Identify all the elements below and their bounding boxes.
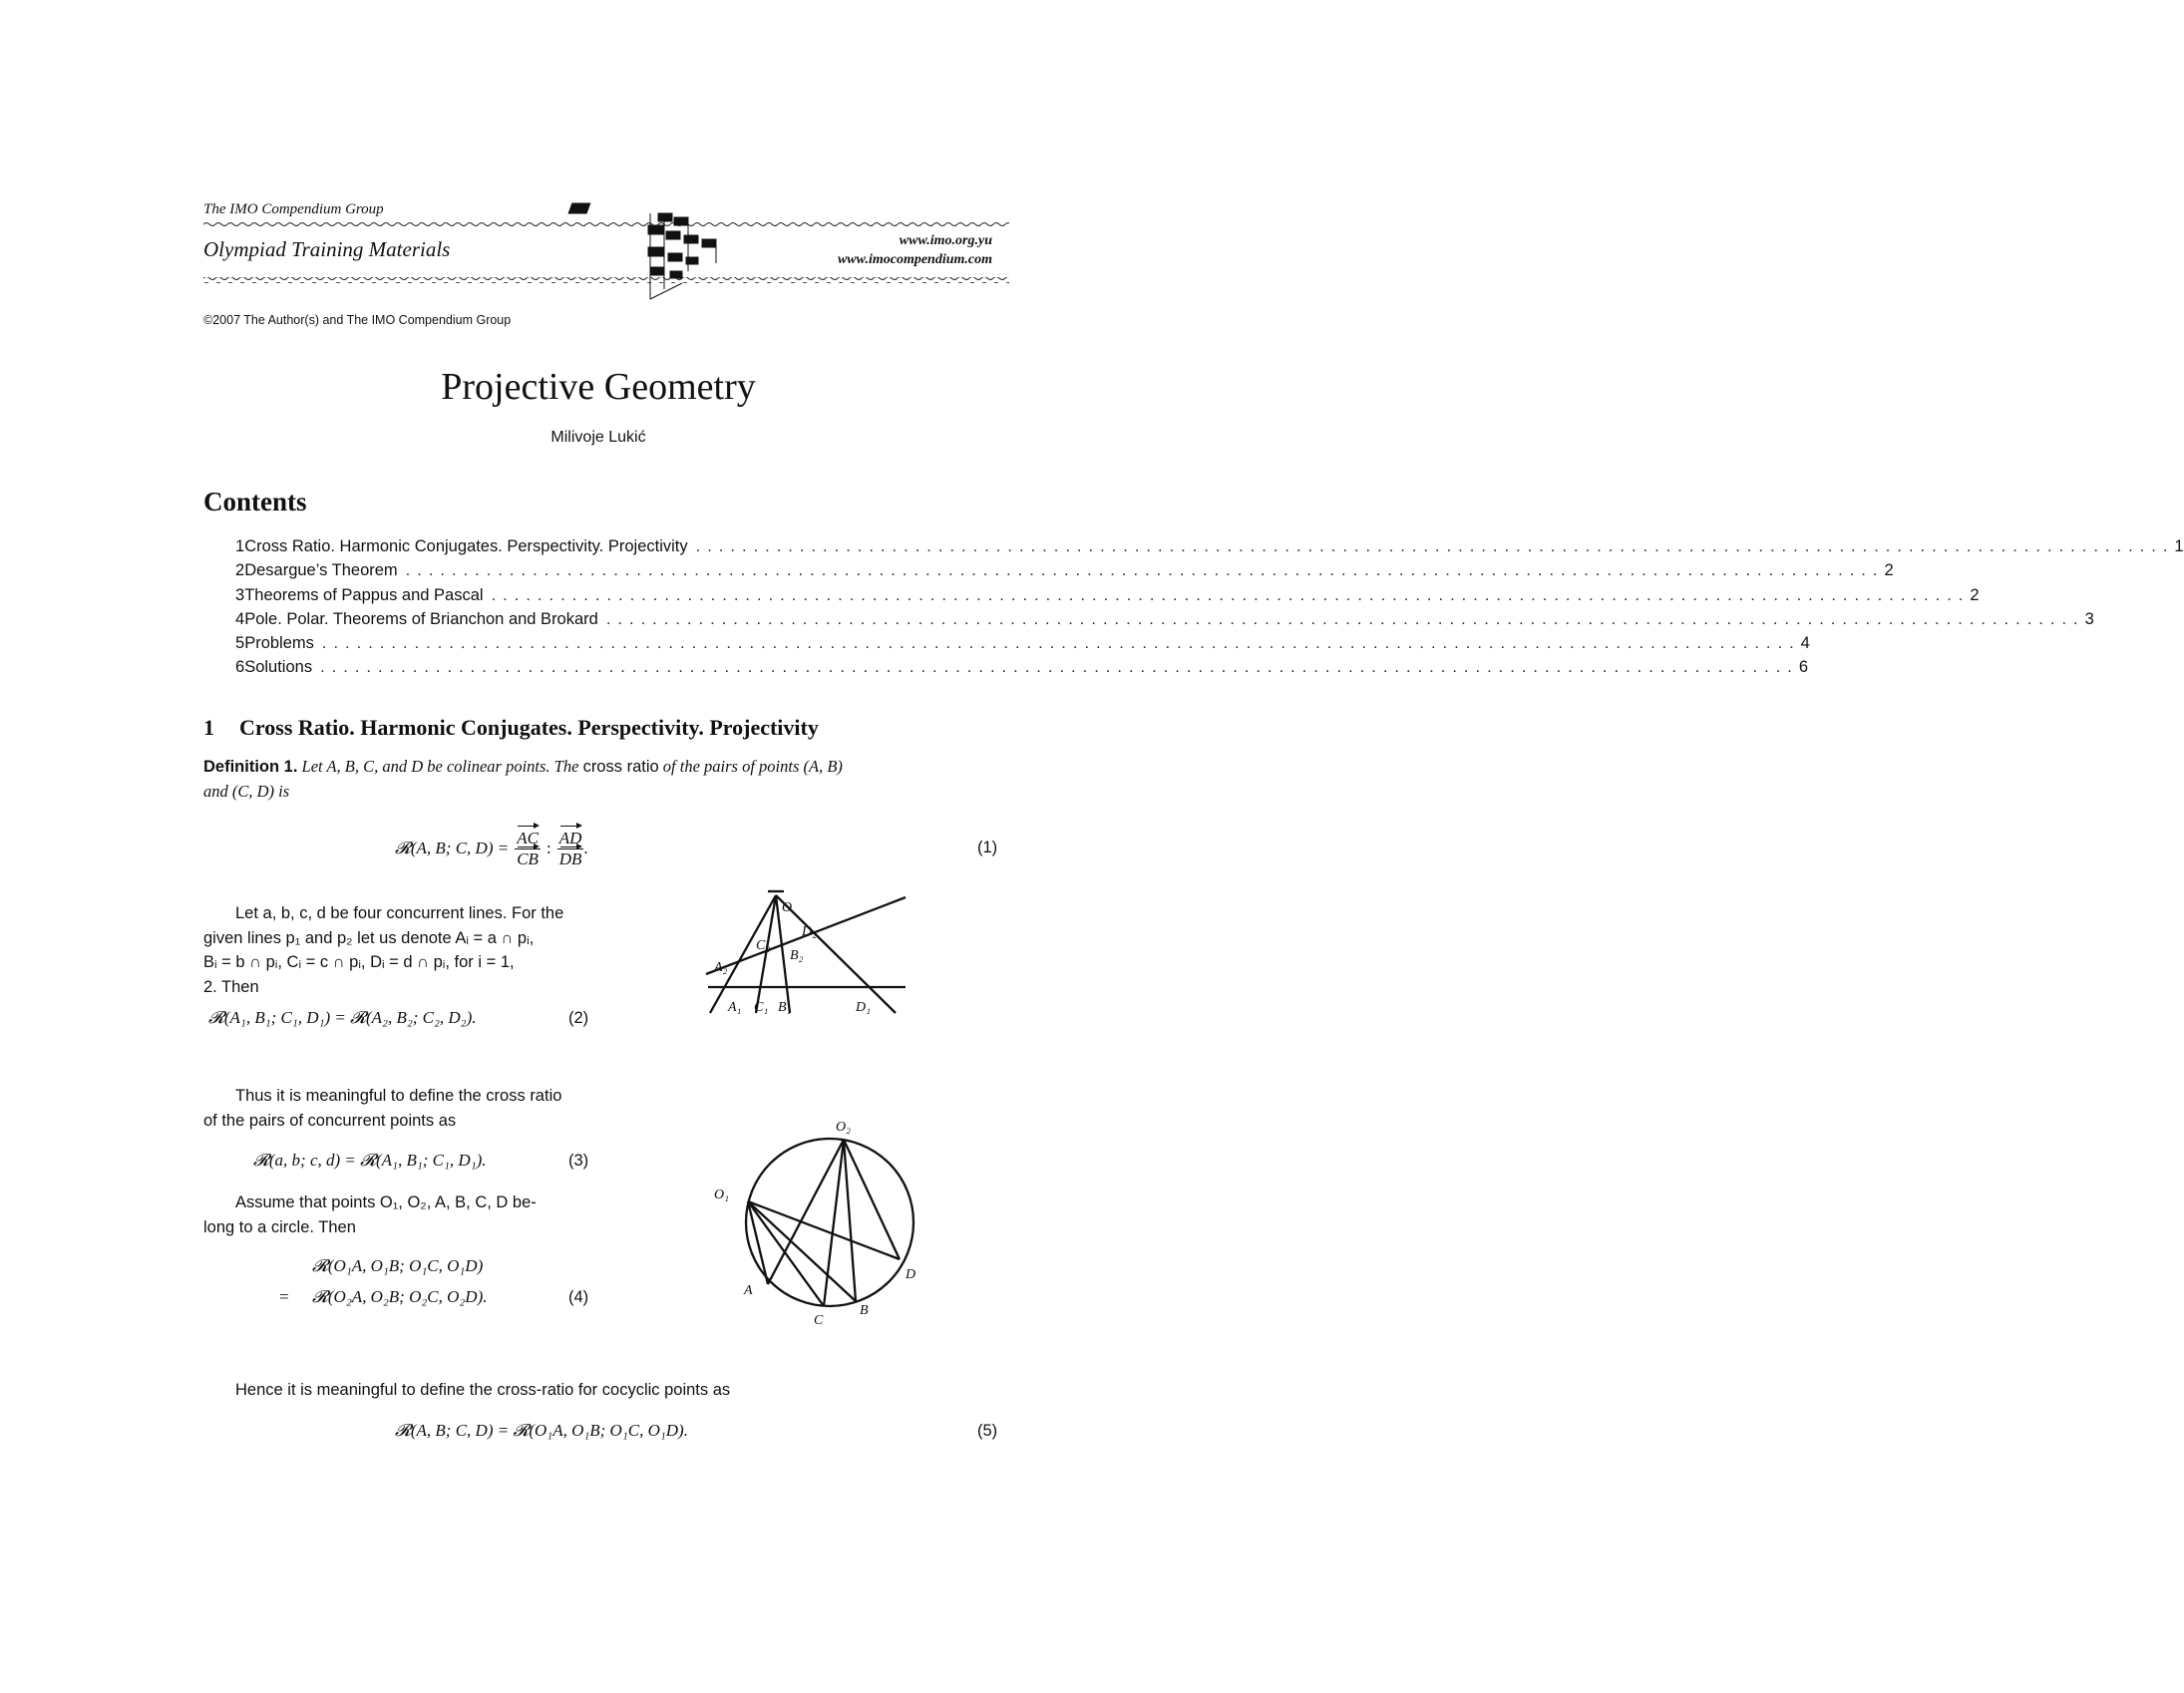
vector-cb: CB xyxy=(517,848,539,868)
figure-cocyclic xyxy=(698,1117,937,1336)
header-url-1: www.imo.org.yu xyxy=(899,233,992,248)
line-o1-b xyxy=(748,1201,856,1301)
text-line: 2. Then xyxy=(203,977,259,996)
line-o2-a xyxy=(768,1140,844,1284)
section-title: Cross Ratio. Harmonic Conjugates. Perspectivity. Projectivity xyxy=(239,715,819,740)
toc-page: 4 xyxy=(1800,634,1810,653)
label-b2: B₂ xyxy=(790,948,804,963)
toc-title: Cross Ratio. Harmonic Conjugates. Perspectivity. Projectivity xyxy=(244,537,688,555)
equation-number: (4) xyxy=(568,1288,589,1306)
label-b: B xyxy=(860,1303,869,1318)
equation-number: (5) xyxy=(977,1422,998,1440)
section-number: 1 xyxy=(203,715,214,740)
paper-title: Projective Geometry xyxy=(441,366,756,408)
paragraph-cross-ratio-cocyclic: Hence it is meaningful to define the cross-ratio for cocyclic points as xyxy=(235,1381,731,1399)
toc-page: 1 xyxy=(2174,537,2184,555)
section-heading xyxy=(203,715,819,741)
definition-line-2: and (C, D) is xyxy=(203,781,290,801)
wavy-rule-top xyxy=(203,220,1009,226)
toc-page: 6 xyxy=(1798,658,1809,677)
paragraph-cross-ratio-lines xyxy=(203,1084,594,1133)
text-line: Let a, b, c, d be four concurrent lines. For the xyxy=(235,904,564,922)
label-a1: A₁ xyxy=(728,1000,742,1015)
definition-term: cross ratio xyxy=(582,758,659,776)
vector-db: DB xyxy=(558,848,582,868)
toc-page: 2 xyxy=(1970,585,1980,604)
equation-4-line-2: 𝓡(O₂A, O₂B; O₂C, O₂D). xyxy=(312,1287,488,1306)
header-url-2: www.imocompendium.com xyxy=(837,252,992,267)
toc-title: Pole. Polar. Theorems of Brianchon and Brokard xyxy=(244,609,598,628)
text-line: given lines p₁ and p₂ let us denote Aᵢ = a ∩ pᵢ, xyxy=(203,928,535,947)
line-o1-c xyxy=(748,1201,824,1306)
toc-number: 3 xyxy=(235,585,245,604)
label-o2: O₂ xyxy=(836,1120,851,1135)
toc-title: Problems xyxy=(244,634,314,653)
toc-number: 6 xyxy=(235,658,245,677)
toc-number: 2 xyxy=(235,561,245,580)
label-d2: D₂ xyxy=(802,924,817,939)
table-of-contents xyxy=(203,537,2184,683)
equation-number: (1) xyxy=(977,839,998,856)
toc-page: 2 xyxy=(1884,561,1894,580)
vector-ad: AD xyxy=(558,828,582,847)
paper-author: Milivoje Lukić xyxy=(550,429,646,446)
paragraph-concurrent-lines xyxy=(203,901,594,999)
toc-entry[interactable] xyxy=(203,609,2094,634)
toc-title: Theorems of Pappus and Pascal xyxy=(244,585,484,604)
toc-entry[interactable] xyxy=(203,561,1894,585)
text-line: Assume that points O₁, O₂, A, B, C, D be- xyxy=(235,1193,537,1211)
definition-text-a: Let A, B, C, and D be colinear points. The xyxy=(301,757,583,776)
toc-entry[interactable] xyxy=(203,537,2184,561)
toc-leader: ................................................................................................................................ xyxy=(321,634,1801,653)
toc-title: Desargue’s Theorem xyxy=(244,561,398,580)
toc-number: 5 xyxy=(235,634,245,653)
toc-leader: ................................................................................................................................ xyxy=(491,585,1971,604)
toc-title: Solutions xyxy=(244,658,313,677)
label-c2: C₂ xyxy=(756,938,771,953)
imo-logo-icon xyxy=(568,203,716,299)
text-line: Bᵢ = b ∩ pᵢ, Cᵢ = c ∩ pᵢ, Dᵢ = d ∩ pᵢ, for i = 1, xyxy=(203,953,515,971)
equation-1-fraction-2 xyxy=(557,829,584,869)
label-o1: O₁ xyxy=(714,1187,729,1202)
toc-number: 4 xyxy=(235,609,245,628)
text-line: of the pairs of concurrent points as xyxy=(203,1111,457,1130)
toc-page: 3 xyxy=(2084,609,2094,628)
definition-label: Definition 1. xyxy=(203,758,298,776)
equation-4-equals: = xyxy=(279,1287,289,1306)
header-series-title: Olympiad Training Materials xyxy=(203,237,451,261)
label-c1: C₁ xyxy=(754,1000,769,1015)
equation-1-lhs: 𝓡(A, B; C, D) = xyxy=(395,839,510,857)
toc-entry[interactable] xyxy=(203,658,1809,682)
toc-entry[interactable] xyxy=(203,634,1810,658)
label-a: A xyxy=(744,1283,753,1298)
label-o: O xyxy=(782,900,793,915)
toc-number: 1 xyxy=(235,537,245,555)
equation-1: 𝓡(A, B; C, D) = $\frac{AC}{CB}$ : $\frac{AD}{DB}$ . xyxy=(395,828,588,868)
copyright-notice: ©2007 The Author(s) and The IMO Compendium Group xyxy=(203,313,512,327)
equation-3: 𝓡(a, b; c, d) = 𝓡(A₁, B₁; C₁, D₁). xyxy=(253,1151,487,1170)
figure-perspectivity xyxy=(698,887,927,1017)
equation-5: 𝓡(A, B; C, D) = 𝓡(O₁A, O₁B; O₁C, O₁D). xyxy=(395,1421,688,1440)
definition-1 xyxy=(203,755,1009,804)
toc-leader: ................................................................................................................................ xyxy=(605,609,2085,628)
equation-4-line-1: 𝓡(O₁A, O₁B; O₁C, O₁D) xyxy=(312,1256,484,1275)
equation-1-fraction-1 xyxy=(515,829,541,869)
label-d1: D₁ xyxy=(856,1000,871,1015)
toc-entry[interactable] xyxy=(203,585,1980,610)
label-c: C xyxy=(814,1313,824,1328)
definition-text-c: of the pairs of points (A, B) xyxy=(658,757,843,776)
definition-line-1 xyxy=(203,755,1009,780)
text-line: Thus it is meaningful to define the cross ratio xyxy=(235,1087,562,1105)
header-decoration xyxy=(0,0,1197,319)
toc-leader: ................................................................................................................................ xyxy=(405,561,1885,580)
equation-number: (3) xyxy=(568,1152,589,1170)
contents-heading: Contents xyxy=(203,487,307,516)
toc-leader: ................................................................................................................................ xyxy=(320,658,1799,677)
vector-ac: AC xyxy=(517,828,539,847)
label-d: D xyxy=(906,1267,916,1282)
equation-number: (2) xyxy=(568,1009,589,1027)
paragraph-cocyclic xyxy=(203,1190,594,1239)
toc-leader: ................................................................................................................................ xyxy=(695,537,2175,555)
label-b1: B₁ xyxy=(778,1000,792,1015)
label-a2: A₂ xyxy=(714,960,728,975)
wavy-rule-bottom xyxy=(203,277,1009,283)
header-group-name: The IMO Compendium Group xyxy=(203,201,384,217)
equation-2: 𝓡(A₁, B₁; C₁, D₁) = 𝓡(A₂, B₂; C₂, D₂). xyxy=(208,1008,477,1027)
text-line: long to a circle. Then xyxy=(203,1217,356,1236)
